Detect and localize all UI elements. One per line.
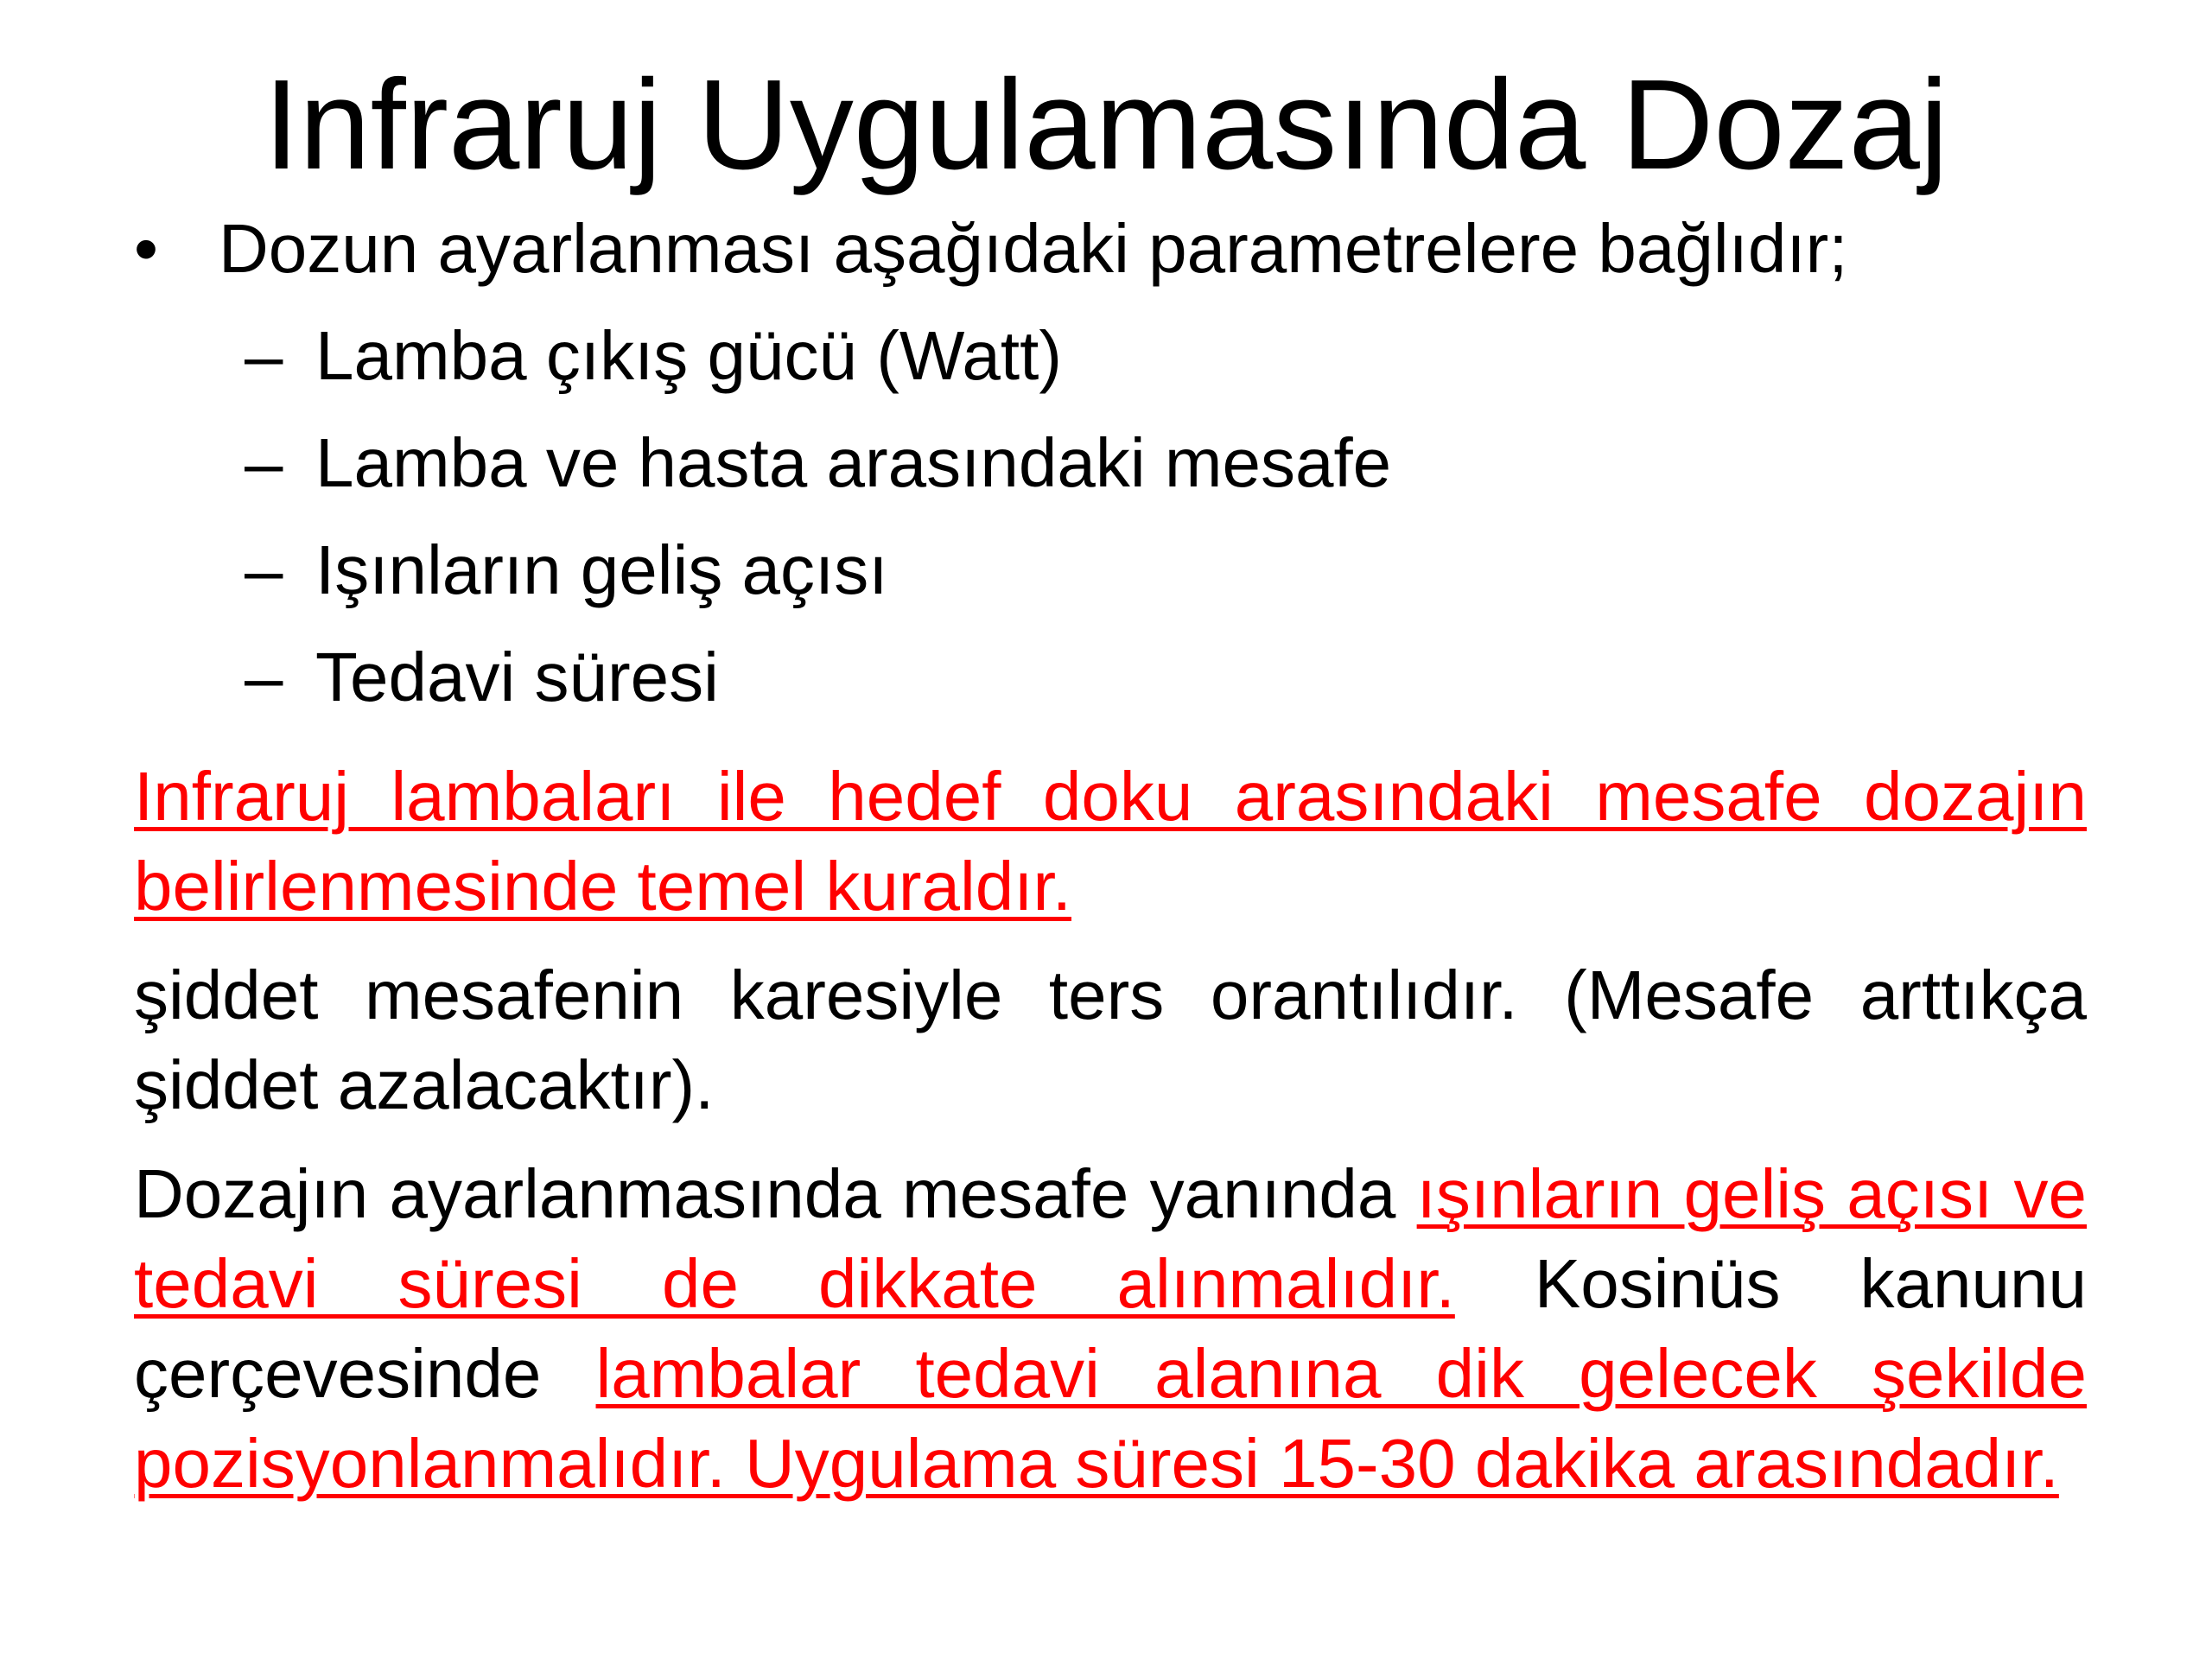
sub-item: [134, 636, 2087, 743]
sub-item-text: Lamba çıkış gücü (Watt): [315, 317, 1062, 394]
sub-item-text: Lamba ve hasta arasındaki mesafe: [315, 424, 1392, 501]
sub-item-text: Işınların geliş açısı: [315, 531, 888, 608]
paragraph-text: şiddet mesafenin karesiyle ters orantılıdır. (Mesafe arttıkça şiddet azalacaktır).: [134, 957, 2087, 1123]
dash-marker: –: [245, 424, 283, 501]
dash-marker: –: [245, 317, 283, 394]
paragraph-distance-rule: [134, 752, 2087, 931]
sub-item-text: Tedavi süresi: [315, 639, 719, 715]
dash-marker: –: [245, 639, 283, 715]
dash-marker: –: [245, 531, 283, 608]
sub-item: [134, 315, 2087, 422]
slide-title: Infraruj Uygulamasında Dozaj: [264, 54, 1948, 196]
paragraph-text: Dozajın ayarlanmasında mesafe yanında: [134, 1155, 1417, 1232]
bullet-marker: •: [134, 210, 159, 287]
sub-item: [134, 529, 2087, 636]
bullet-text: Dozun ayarlanması aşağıdaki parametrelere bağlıdır;: [219, 210, 1848, 287]
emphasis-text: lambalar tedavi alanına dik gelecek şekilde pozisyonlanmalıdır. Uygulama süresi 15-30 dakika arasındadır.: [134, 1335, 2087, 1502]
slide-content: [134, 207, 2087, 1509]
paragraph-text: Kosinüs kanunu çerçevesinde: [134, 1245, 2087, 1412]
emphasis-text: ışınların geliş açısı ve tedavi süresi de dikkate alınmalıdır.: [134, 1155, 2088, 1322]
emphasis-text: Infraruj lambaları ile hedef doku arasındaki mesafe dozajın belirlenmesinde temel kuraldır.: [134, 758, 2087, 925]
sub-list: [134, 315, 2087, 743]
bullet-item: [134, 207, 2087, 290]
sub-item: [134, 422, 2087, 529]
paragraph-dosage: [134, 1149, 2087, 1509]
paragraph-inverse-square: [134, 950, 2087, 1130]
